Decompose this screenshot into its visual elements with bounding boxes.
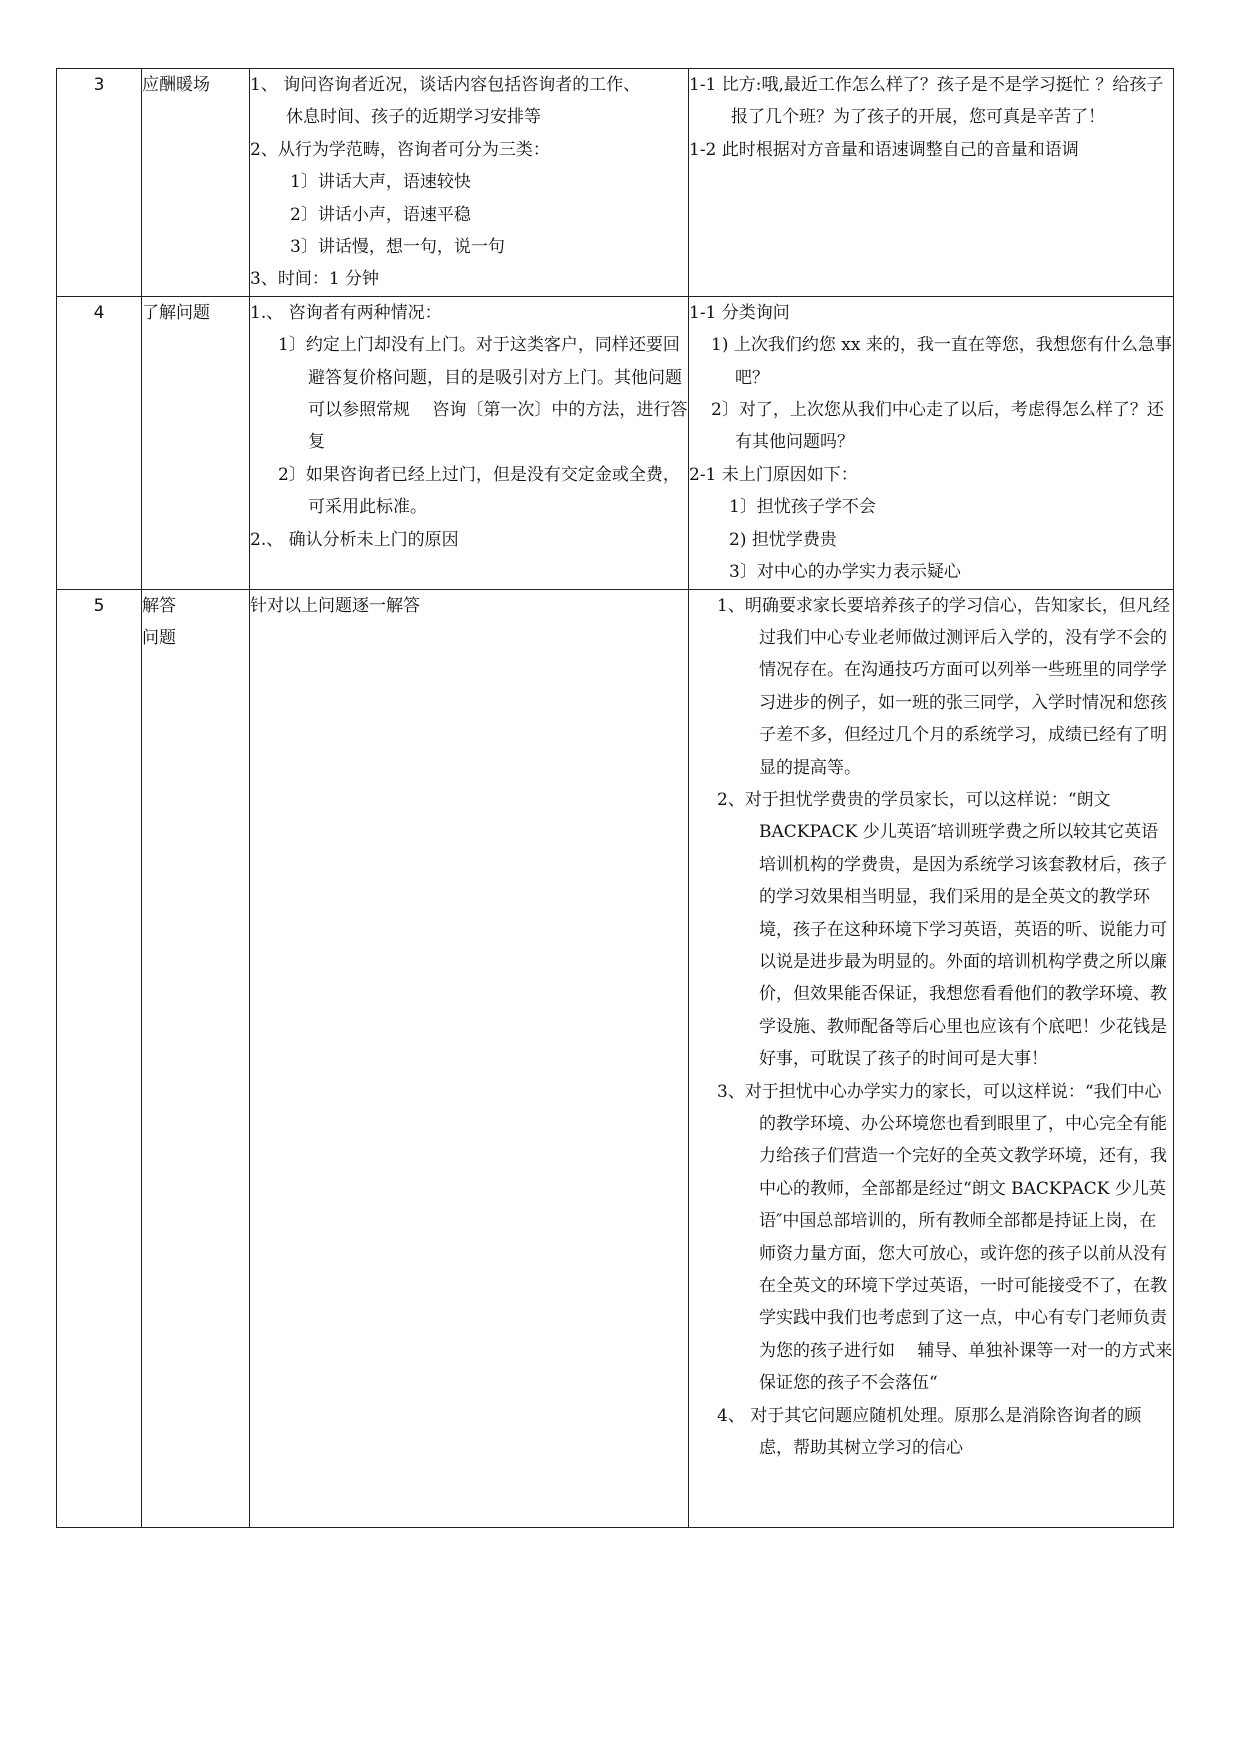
method-line: 2.、 确认分析未上门的原因	[250, 529, 459, 550]
dialog-paragraph: 1、明确要求家长要培养孩子的学习信心，告知家长，但凡经过我们中心专业老师做过测评后入学的，没有学不会的情况存在。在沟通技巧方面可以列举一些班里的同学学习进步的例子，如一班的张三同学，入学时情况和您孩子差不多，但经过几个月的系统学习，成绩已经有了明显的提高等。	[717, 595, 1170, 778]
stage-name-line: 解答	[142, 595, 176, 616]
stage-name-line: 问题	[142, 627, 176, 648]
table-row	[57, 69, 1174, 297]
dialog-paragraph: 4、 对于其它问题应随机处理。原那么是消除咨询者的顾虑，帮助其树立学习的信心	[717, 1405, 1142, 1459]
table-row	[57, 296, 1174, 589]
method-line: 休息时间、孩子的近期学习安排等	[286, 107, 541, 128]
dialog-line: 1〕担忧孩子学不会	[729, 497, 876, 518]
dialog-line: 2) 担忧学费贵	[729, 529, 837, 550]
method-line: 3〕讲话慢，想一句，说一句	[290, 237, 505, 258]
method-line: 2〕讲话小声，语速平稳	[290, 204, 471, 225]
method-line: 1、 询问咨询者近况，谈话内容包括咨询者的工作、	[250, 75, 641, 95]
dialog-paragraph: 2、对于担忧学费贵的学员家长，可以这样说：“朗文 BACKPACK 少儿英语″培训班学费之所以较其它英语培训机构的学费贵，是因为系统学习该套教材后，孩子的学习效果相当明显，我们采用的是全英文的教学环境，孩子在这种环境下学习英语，英语的听、说能力可以说是进步最为明显的。外面的培训机构学费之所以廉价，但效果能否保证，我想您看看他们的教学环境、教学设施、教师配备等后心里也应该有个底吧！少花钱是好事，可耽误了孩子的时间可是大事！	[717, 789, 1167, 1070]
method-cell	[250, 296, 689, 589]
dialog-paragraph: 1-2 此时根据对方音量和语速调整自己的音量和语调	[689, 139, 1079, 160]
method-line: 2、从行为学范畴，咨询者可分为三类：	[250, 139, 550, 160]
table-row	[57, 589, 1174, 1527]
dialog-line: 1-1 分类询问	[689, 302, 790, 323]
dialog-cell	[689, 69, 1174, 297]
stage-name	[142, 296, 250, 589]
stage-name	[142, 69, 250, 297]
method-line: 1.、 咨询者有两种情况：	[250, 302, 442, 323]
method-line: 3、时间：1 分钟	[250, 269, 380, 290]
dialog-cell	[689, 589, 1174, 1527]
procedure-table	[56, 68, 1174, 1528]
stage-name-line: 应酬暖场	[142, 75, 210, 95]
dialog-paragraph: 1) 上次我们约您 xx 来的，我一直在等您，我想您有什么急事吧？	[711, 335, 1172, 388]
method-cell	[250, 589, 689, 1527]
step-number: 5	[57, 589, 142, 1527]
method-line: 针对以上问题逐一解答	[250, 595, 420, 616]
dialog-line: 2-1 未上门原因如下：	[689, 464, 858, 485]
stage-name	[142, 589, 250, 1527]
dialog-paragraph: 2〕对了，上次您从我们中心走了以后，考虑得怎么样了？还有其他问题吗？	[711, 400, 1164, 453]
dialog-cell	[689, 296, 1174, 589]
step-number: 4	[57, 296, 142, 589]
stage-name-line: 了解问题	[142, 302, 210, 323]
dialog-paragraph: 1-1 比方:哦,最近工作怎么样了？孩子是不是学习挺忙 ？给孩子报了几个班？为了孩子的开展，您可真是辛苦了！	[689, 75, 1164, 128]
method-line: 1〕讲话大声，语速较快	[290, 172, 471, 193]
method-paragraph: 1〕约定上门却没有上门。对于这类客户，同样还要回避答复价格问题，目的是吸引对方上门。其他问题可以参照常规 咨询〔第一次〕中的方法，进行答复	[278, 335, 688, 453]
method-paragraph: 2〕如果咨询者已经上过门，但是没有交定金或全费，可采用此标准。	[278, 464, 680, 518]
method-cell	[250, 69, 689, 297]
step-number: 3	[57, 69, 142, 297]
dialog-line: 3〕对中心的办学实力表示疑心	[729, 562, 961, 583]
dialog-paragraph: 3、对于担忧中心办学实力的家长，可以这样说：“我们中心的教学环境、办公环境您也看到眼里了，中心完全有能力给孩子们营造一个完好的全英文教学环境，还有，我中心的教师，全部都是经过“朗文 BACKPACK 少儿英语″中国总部培训的，所有教师全部都是持证上岗，在师资力量方面，您大可放心，或许您的孩子以前从没有在全英文的环境下学过英语，一时可能接受不了，在教学实践中我们也考虑到了这一点，中心有专门老师负责为您的孩子进行如 辅导、单独补课等一对一的方式来保证您的孩子不会落伍“	[717, 1081, 1173, 1394]
